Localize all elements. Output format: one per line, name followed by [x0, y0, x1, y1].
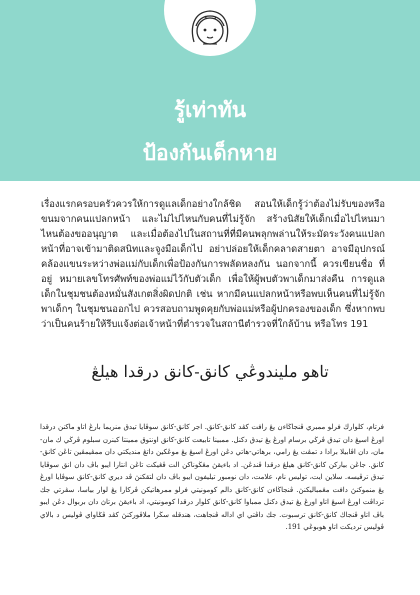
jawi-heading: تاهو ملیندوڠي كانق-كانق درقدا هيلڠ [91, 362, 329, 381]
icon-circle [164, 0, 256, 56]
body-text-jawi: فرتام، كلوارڬ فرلو ممبري ڤنجاڬاءن يڠ رافت كڤد كانق-كانق. اجر كانق-كانق سوڤايا تيدق منريما بارڠ اتاو ماكنن درقدا اورڠ اسيڠ دان تيدق ڤرڬي برسام اورڠ يڠ تيدق دكنل. ممبينا تابيعت كانق-كانق اونتوق ممينتا كبنرن سبلوم ڤرڬي ك مان-مان، دان اڤابيلا برادا د تمڤت يڠ رامي، برهاتي-هاتي دڠن اورڠ اسيڠ يڠ موڠكين داتڠ منديكتي دان ممڤيمڤين تاڠن كانق-كانق. جاڠن بيارکن کانق-کانق هيلڠ درقدا ڤندڠن. اد باءيقڽ مڠڬوناكن الت ڤڠيكت تاڠن انتارا ايبو باڤ دان انق سوڤايا تيدق ترڤيسه. سلاين ايت، توليس نام، علامت، دان نومبور تيليفون ايبو باڤ دان لتقكنڽ ڤد ديري كانق-كانق سوڤايا اورڠ يڠ منموكنڽ دافت مڠمباليكنڽ. ڤنجاڬاءن كانق-كانق دالم كومونيتي فرلو ممرهاتيكن ڤركارا يڠ لوار بياسا، سڤرتي جك ترداڤت اورڠ اسيڠ اتاو اورڠ يڠ تيدق دكنل ممباوا كانق-كانق كلوار درقدا كومونيتي، اد باءيقڽ برتاڽ دان بربوال دڠن ايبو باڤ اتاو ڤنجاڬ كانق-كانق ترسبوت. جك داڤتي اي اداله ڤنجاهت، هندقله سڬرا ملاڤوركنڽ كڤد ڤݢاواي ڤوليس د بالاي ڤوليس ترديكت اتاو هوبوڠي 191. [40, 423, 384, 531]
girl-face-icon [185, 4, 235, 46]
page-title-line1: รู้เท่าทัน [173, 98, 247, 122]
body-text-thai: เรื่องแรกครอบครัวควรให้การดูแลเด็กอย่างใกล้ชิด สอนให้เด็กรู้ว่าต้องไม่รับของหรือขนมจากคนแปลกหน้า และไม่ไปไหนกับคนที่ไม่รู้จัก สร้างนิสัยให้เด็กเมื่อไปไหนมาไหนต้องขออนุญาต และเมื่อต้องไปในสถานที่ที่มีคนพลุกพล่านให้ระมัดระวังคนแปลกหน้าที่อาจเข้ามาติดสนิทและจูงมือเด็กไป อย่าปล่อยให้เด็กคลาดสายตา อาจมีอุปกรณ์คล้องแขนระหว่างพ่อแม่กับเด็กเพื่อป้องกันการพลัดหลงกัน นอกจากนี้ ควรเขียนชื่อ ที่อยู่ หมายเลขโทรศัพท์ของพ่อแม่ไว้กับตัวเด็ก เพื่อให้ผู้พบตัวพาเด็กมาส่งคืน การดูแลเด็กในชุมชนต้องหมั่นสังเกตสิ่งผิดปกติ เช่น หากมีคนแปลกหน้าหรือพบเห็นคนที่ไม่รู้จักพาเด็กๆ ในชุมชนออกไป ควรสอบถามพูดคุยกับพ่อแม่หรือผู้ปกครองของเด็ก ซึ่งหากพบว่าเป็นคนร้ายให้รีบแจ้งต่อเจ้าหน้าที่ตำรวจในสถานีตำรวจที่ใกล้บ้าน หรือโทร 191 [41, 199, 385, 330]
page-title-line2: ป้องกันเด็กหาย [142, 141, 278, 165]
header-band [0, 0, 420, 181]
